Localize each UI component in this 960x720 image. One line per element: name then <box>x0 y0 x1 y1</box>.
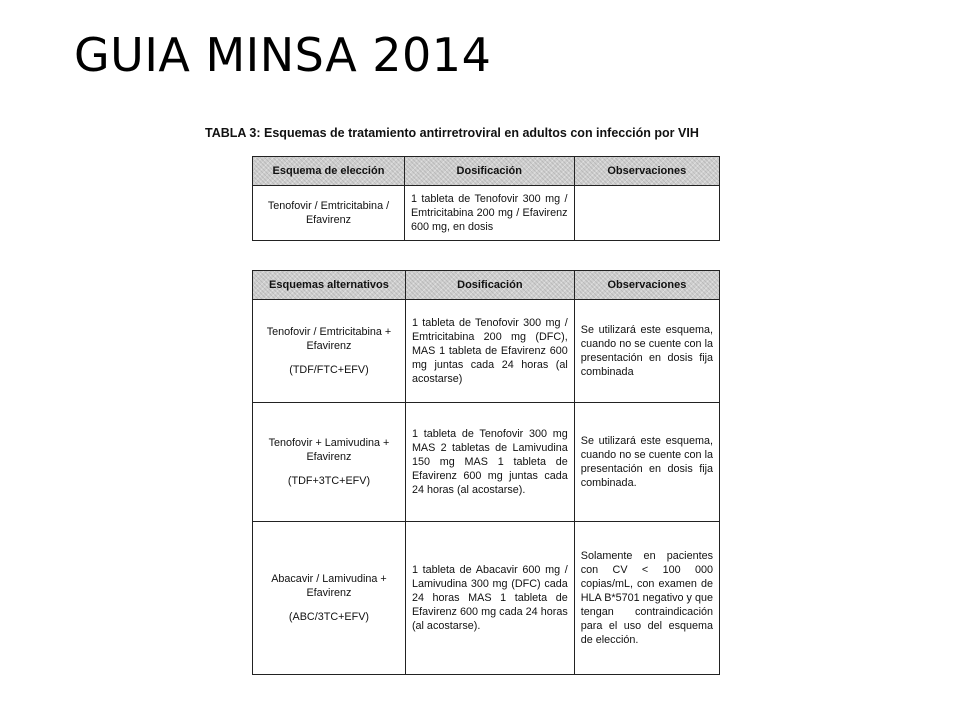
header-dose: Dosificación <box>405 271 574 300</box>
scheme-cell <box>253 403 406 522</box>
dose-text: 1 tableta de Tenofovir 300 mg / Emtricitabina 200 mg / Efavirenz 600 mg, en dosis <box>410 193 568 233</box>
dose-cell <box>405 403 574 522</box>
observations-cell <box>574 300 719 403</box>
observations-text: Se utilizará este esquema, cuando no se cuente con la presentación en dosis fija combinada. <box>580 435 713 489</box>
table-row <box>253 300 720 403</box>
observations-cell <box>574 403 719 522</box>
scheme-name: Abacavir / Lamivudina + Efavirenz <box>271 573 387 599</box>
slide-title: GUIA MINSA 2014 <box>74 28 492 82</box>
table-header-row <box>253 157 720 186</box>
scheme-name: Tenofovir + Lamivudina + Efavirenz <box>268 437 390 463</box>
table-row <box>253 186 720 241</box>
table-caption: TABLA 3: Esquemas de tratamiento antirretroviral en adultos con infección por VIH <box>205 126 699 140</box>
table-row <box>253 403 720 522</box>
scheme-name: Tenofovir / Emtricitabina + Efavirenz <box>266 326 392 352</box>
header-scheme: Esquema de elección <box>253 157 405 186</box>
scanned-table-image <box>200 118 720 678</box>
dose-text: 1 tableta de Tenofovir 300 mg MAS 2 tabletas de Lamivudina 150 mg MAS 1 tableta de Efavirenz 600 mg juntas cada 24 horas (al acostarse). <box>411 428 568 496</box>
table-row <box>253 522 720 675</box>
dose-text: 1 tableta de Abacavir 600 mg / Lamivudina 300 mg (DFC) cada 24 horas MAS 1 tableta de Efavirenz 600 mg cada 24 horas (al acostarse). <box>411 564 568 632</box>
dose-text: 1 tableta de Tenofovir 300 mg / Emtricitabina 200 mg (DFC), MAS 1 tableta de Efavirenz 600 mg juntas cada 24 horas (al acostarse) <box>411 317 568 385</box>
table-header-row <box>253 271 720 300</box>
choice-regimen-table <box>252 156 720 241</box>
scheme-cell <box>253 186 405 241</box>
observations-cell <box>574 522 719 675</box>
scheme-abbreviation: (ABC/3TC+EFV) <box>288 611 370 623</box>
header-observations: Observaciones <box>574 271 719 300</box>
scheme-abbreviation: (TDF+3TC+EFV) <box>287 475 371 487</box>
dose-cell <box>404 186 574 241</box>
header-scheme: Esquemas alternativos <box>253 271 406 300</box>
header-dose: Dosificación <box>404 157 574 186</box>
observations-cell <box>574 186 719 241</box>
observations-text: Se utilizará este esquema, cuando no se cuente con la presentación en dosis fija combinada <box>580 324 713 378</box>
scheme-cell <box>253 522 406 675</box>
header-observations: Observaciones <box>574 157 719 186</box>
scheme-abbreviation: (TDF/FTC+EFV) <box>289 364 369 376</box>
scheme-name: Tenofovir / Emtricitabina / Efavirenz <box>267 200 390 226</box>
dose-cell <box>405 300 574 403</box>
alternative-regimens-table <box>252 270 720 675</box>
dose-cell <box>405 522 574 675</box>
scheme-cell <box>253 300 406 403</box>
observations-text: Solamente en pacientes con CV < 100 000 copias/mL, con examen de HLA B*5701 negativo y que tengan contraindicación para el uso del esquema de elección. <box>580 550 713 646</box>
